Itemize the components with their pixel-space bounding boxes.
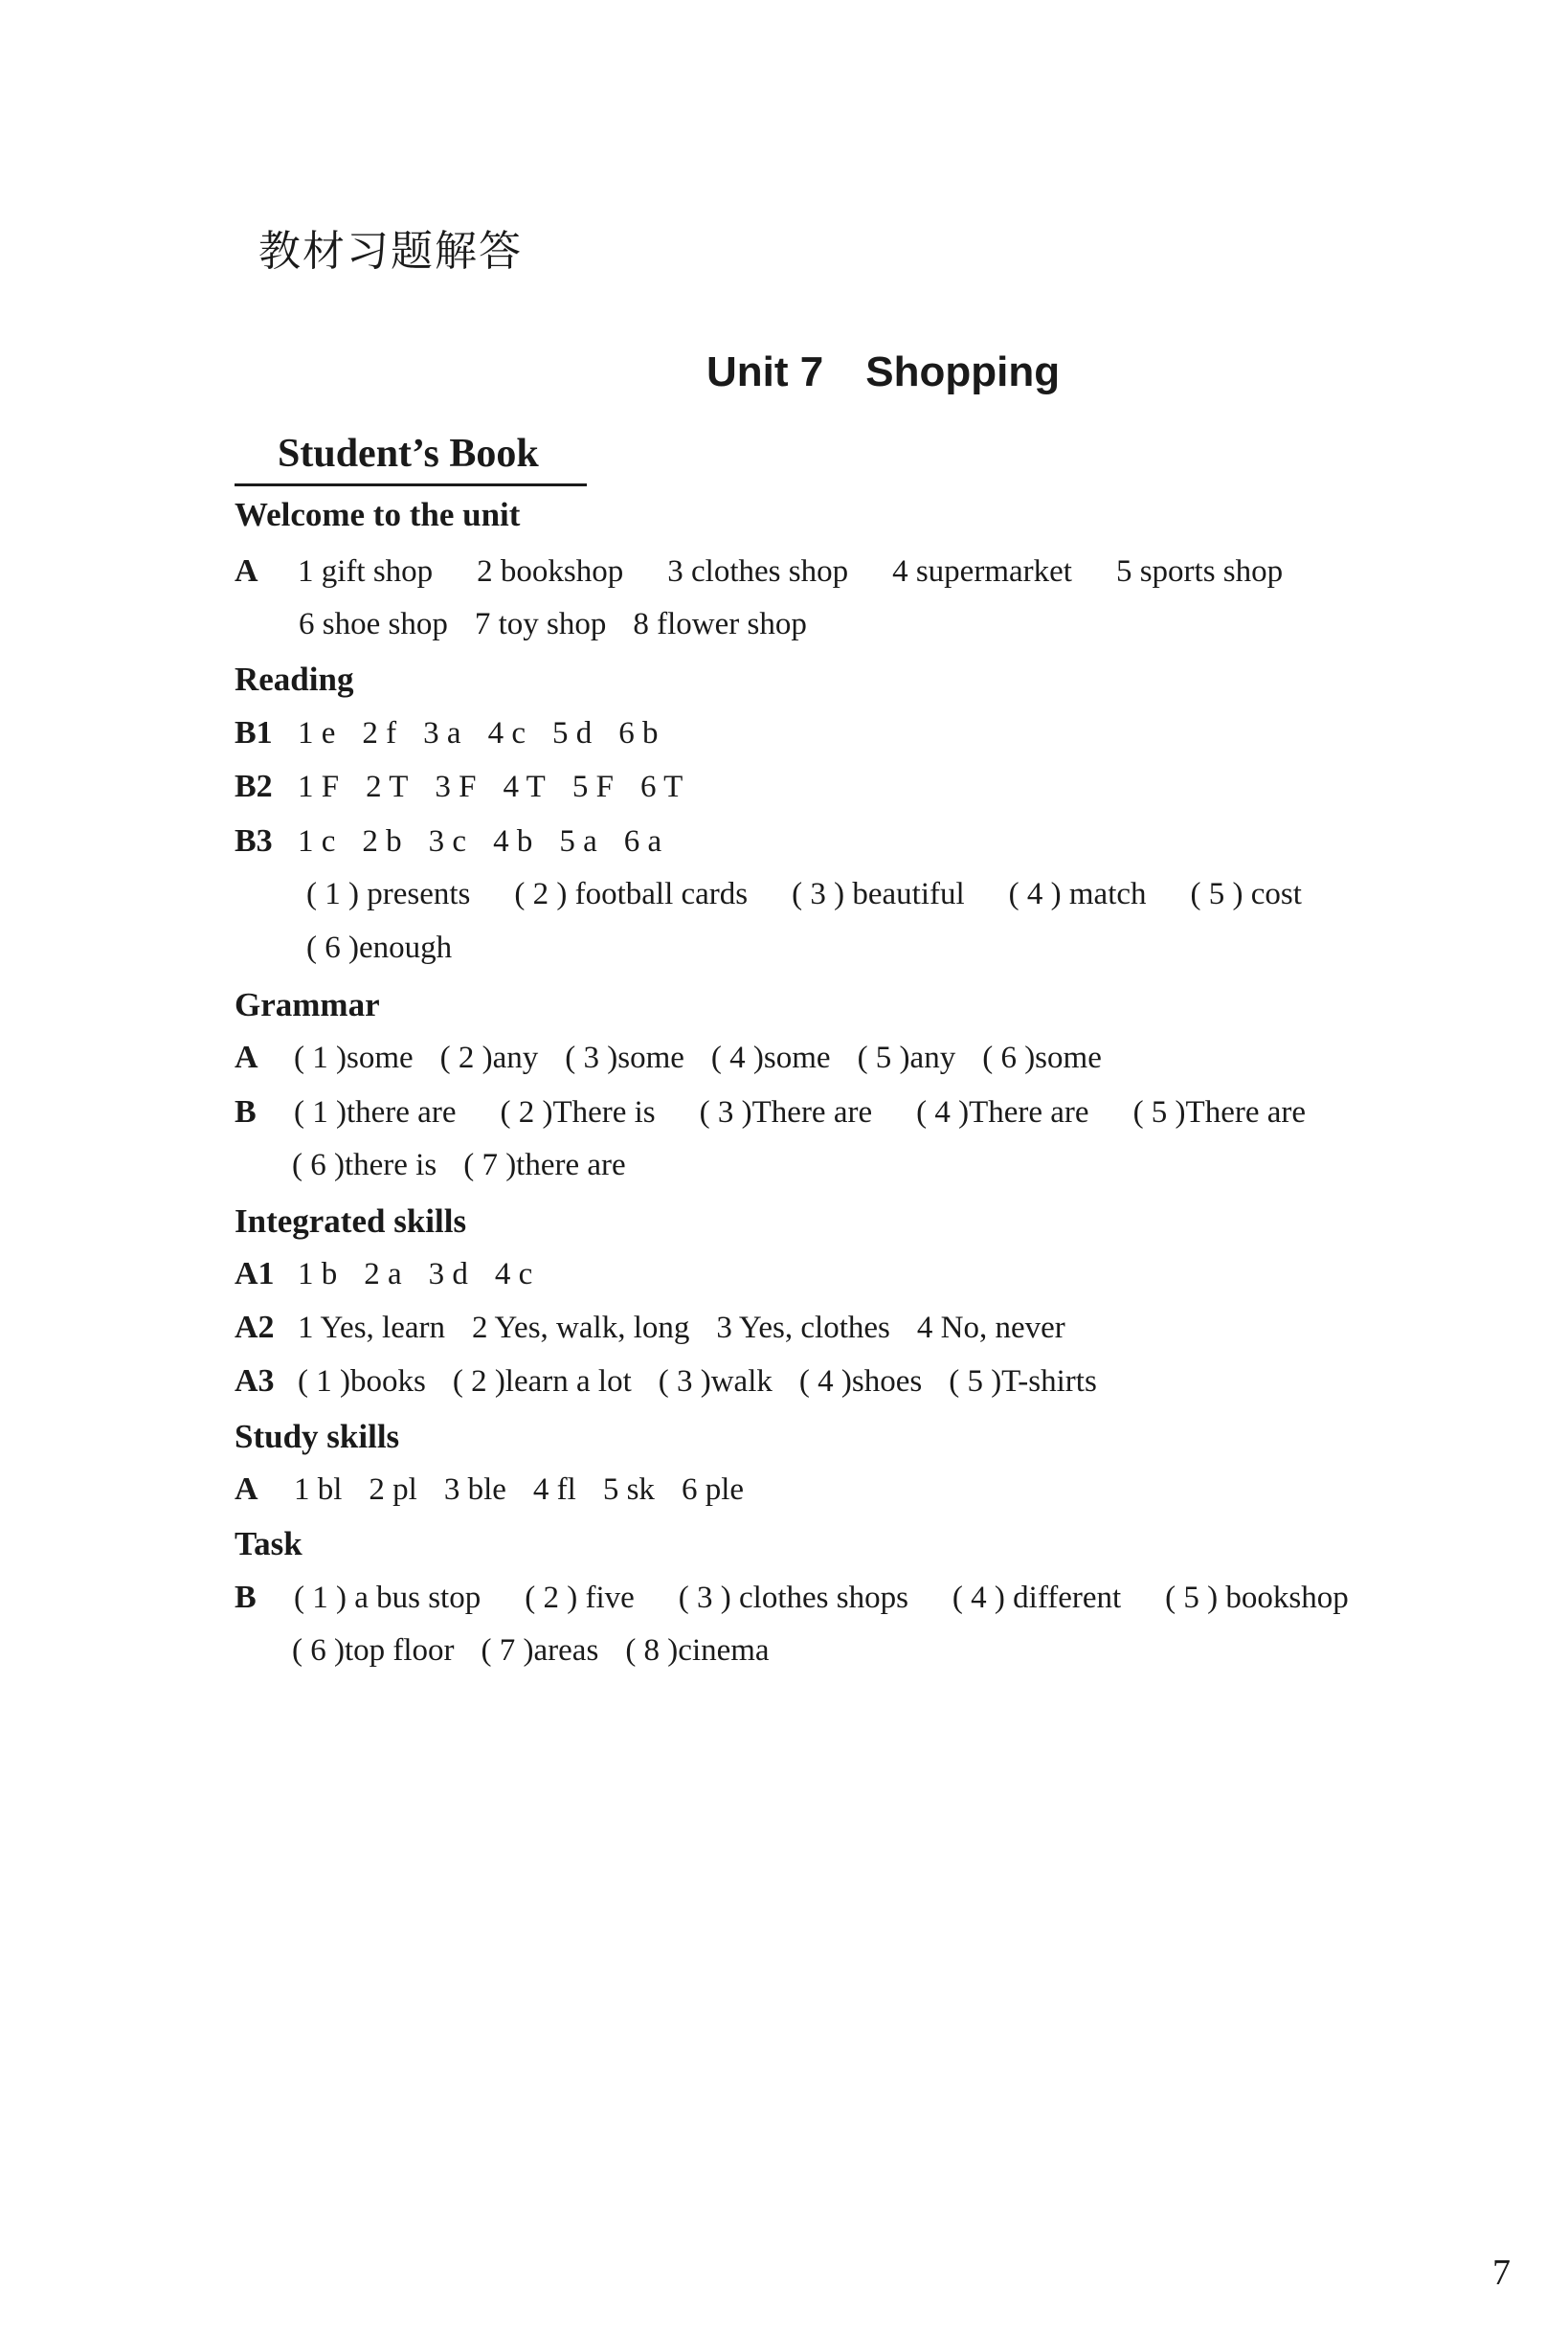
answer-item: 6 a	[623, 824, 662, 859]
grammar-a-line	[235, 1040, 1129, 1076]
unit-name: Shopping	[865, 348, 1061, 395]
page-number: 7	[1492, 2253, 1511, 2293]
reading-b3-line-1	[235, 823, 688, 860]
page-header: 教材习题解答	[258, 227, 523, 276]
book-title-underline	[235, 483, 587, 486]
answer-item: ( 5 ) cost	[1190, 877, 1302, 911]
answer-item: ( 3 )walk	[658, 1364, 773, 1399]
answer-item: 2 f	[362, 716, 397, 751]
answer-item: ( 2 ) football cards	[514, 877, 749, 911]
task-b-line-2	[292, 1633, 796, 1669]
answer-item: ( 4 ) different	[952, 1581, 1122, 1615]
answer-item: ( 1 ) presents	[306, 877, 471, 911]
answer-item: ( 5 ) bookshop	[1165, 1581, 1349, 1615]
integrated-a3-line	[235, 1363, 1124, 1400]
unit-number: Unit 7	[706, 348, 824, 395]
answer-item: 3 clothes shop	[667, 554, 849, 589]
answer-item: ( 3 ) beautiful	[792, 877, 965, 911]
answer-item: 4 fl	[532, 1472, 576, 1507]
answer-item: ( 5 )any	[857, 1041, 956, 1075]
answer-item: 6 b	[618, 716, 659, 751]
answer-item: 5 d	[551, 716, 593, 751]
answer-item: 2 Yes, walk, long	[472, 1311, 690, 1345]
answer-item: ( 1 ) a bus stop	[294, 1581, 482, 1615]
welcome-a-line-1	[235, 553, 1327, 590]
answer-item: ( 2 )any	[439, 1041, 539, 1075]
grammar-b-line-2	[292, 1148, 653, 1183]
answer-item: ( 8 )cinema	[625, 1633, 770, 1668]
answer-item: ( 5 )T-shirts	[949, 1364, 1097, 1399]
answer-item: 5 sk	[602, 1472, 655, 1507]
answer-item: ( 6 )enough	[306, 931, 453, 965]
section-task-title: Task	[235, 1525, 302, 1562]
exercise-label: B2	[235, 769, 273, 804]
exercise-label: B	[235, 1094, 257, 1130]
exercise-label: A3	[235, 1363, 275, 1399]
answer-item: 3 c	[428, 824, 467, 859]
answer-item: ( 3 )some	[565, 1041, 684, 1075]
answer-item: 1 b	[298, 1257, 338, 1291]
answer-item: ( 4 ) match	[1008, 877, 1147, 911]
answer-item: 2 pl	[369, 1472, 417, 1507]
exercise-label: B3	[235, 823, 273, 859]
answer-item: 1 c	[298, 824, 336, 859]
answer-item: ( 2 ) five	[525, 1581, 635, 1615]
answer-item: 4 supermarket	[892, 554, 1072, 589]
answer-item: ( 4 )some	[710, 1041, 831, 1075]
answer-item: 6 shoe shop	[299, 607, 448, 641]
reading-b2-line	[235, 769, 709, 805]
answer-item: 2 a	[364, 1257, 402, 1291]
answer-item: 4 b	[493, 824, 533, 859]
study-a-line	[235, 1471, 771, 1508]
answer-item: ( 6 )there is	[292, 1148, 437, 1182]
answer-item: ( 6 )some	[982, 1041, 1102, 1075]
answer-item: 8 flower shop	[633, 607, 807, 641]
answer-item: 4 c	[494, 1257, 533, 1291]
answer-item: ( 1 )books	[298, 1364, 426, 1399]
answer-item: 5 a	[559, 824, 597, 859]
answer-item: ( 1 )there are	[294, 1095, 457, 1130]
section-reading-title: Reading	[235, 661, 354, 698]
answer-item: ( 2 )learn a lot	[452, 1364, 632, 1399]
exercise-label: A1	[235, 1256, 275, 1291]
answer-item: 1 gift shop	[298, 554, 434, 589]
section-study-title: Study skills	[235, 1418, 400, 1455]
answer-item: ( 6 )top floor	[292, 1633, 455, 1668]
task-b-line-1	[235, 1580, 1393, 1616]
answer-item: ( 2 )There is	[500, 1095, 656, 1130]
answer-item: ( 3 )There are	[699, 1095, 873, 1130]
answer-item: 1 F	[298, 770, 340, 804]
answer-item: 3 Yes, clothes	[716, 1311, 890, 1345]
answer-item: 6 ple	[681, 1472, 745, 1507]
answer-item: ( 1 )some	[294, 1041, 414, 1075]
exercise-label: A	[235, 553, 258, 589]
answer-item: ( 5 )There are	[1132, 1095, 1307, 1130]
reading-b1-line	[235, 715, 684, 752]
unit-title	[706, 348, 1102, 396]
answer-item: ( 7 )there are	[463, 1148, 626, 1182]
answer-item: 2 b	[362, 824, 402, 859]
integrated-a2-line	[235, 1310, 1092, 1346]
grammar-b-line-1	[235, 1094, 1350, 1131]
section-welcome-title: Welcome to the unit	[235, 496, 521, 533]
exercise-label: A2	[235, 1310, 275, 1345]
answer-item: 7 toy shop	[474, 607, 607, 641]
answer-item: 3 d	[428, 1257, 468, 1291]
answer-item: ( 4 )shoes	[798, 1364, 923, 1399]
exercise-label: A	[235, 1471, 258, 1507]
reading-b3-line-2	[306, 877, 1346, 912]
answer-item: ( 3 ) clothes shops	[678, 1581, 908, 1615]
section-integrated-title: Integrated skills	[235, 1202, 467, 1240]
answer-item: 3 a	[423, 716, 461, 751]
answer-item: 1 Yes, learn	[298, 1311, 445, 1345]
exercise-label: B1	[235, 715, 273, 751]
answer-item: 2 bookshop	[477, 554, 624, 589]
exercise-label: B	[235, 1580, 257, 1615]
answer-item: 5 F	[571, 770, 614, 804]
book-title: Student’s Book	[278, 432, 539, 476]
answer-item: ( 4 )There are	[916, 1095, 1089, 1130]
answer-item: 3 F	[435, 770, 477, 804]
section-grammar-title: Grammar	[235, 986, 380, 1023]
answer-item: 4 No, never	[916, 1311, 1065, 1345]
answer-item: 5 sports shop	[1115, 554, 1284, 589]
answer-item: 4 T	[503, 770, 546, 804]
answer-item: 6 T	[639, 770, 683, 804]
reading-b3-line-3	[306, 931, 496, 966]
answer-item: 1 e	[298, 716, 336, 751]
exercise-label: A	[235, 1040, 258, 1075]
answer-item: ( 7 )areas	[481, 1633, 599, 1668]
answer-item: 3 ble	[443, 1472, 506, 1507]
answer-item: 4 c	[487, 716, 526, 751]
answer-item: 1 bl	[294, 1472, 343, 1507]
answer-item: 2 T	[366, 770, 409, 804]
welcome-a-line-2	[299, 607, 834, 642]
integrated-a1-line	[235, 1256, 559, 1292]
